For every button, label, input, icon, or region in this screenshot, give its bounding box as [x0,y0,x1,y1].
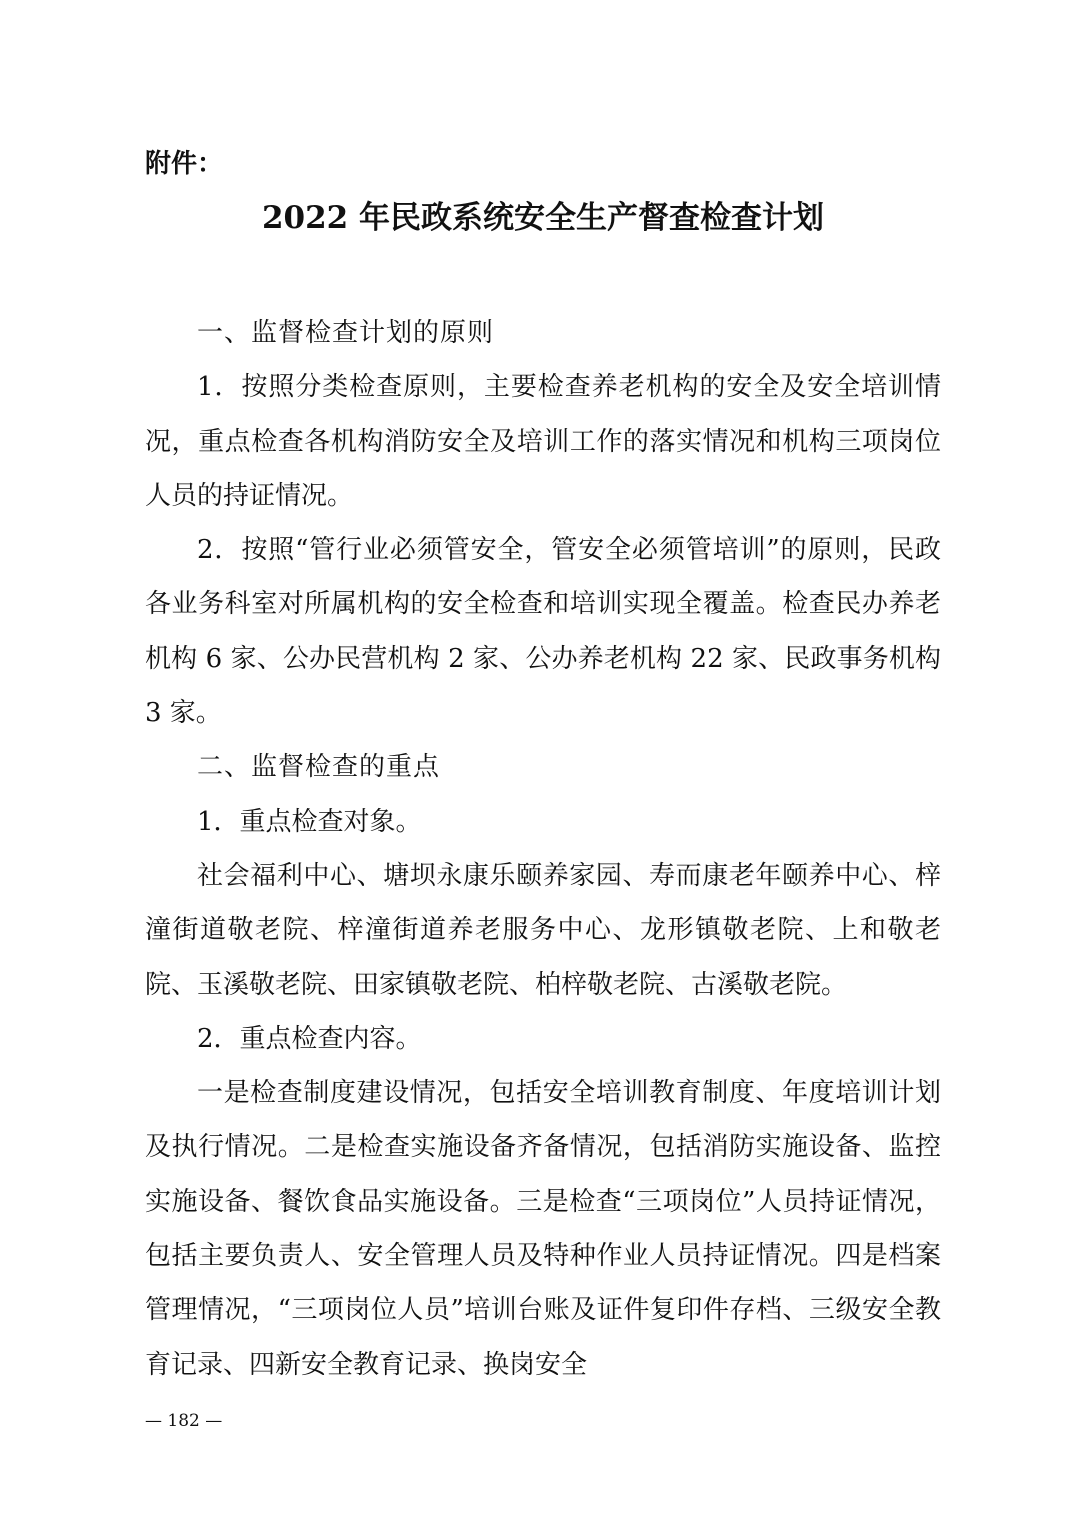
paragraph: 1．按照分类检查原则，主要检查养老机构的安全及安全培训情况，重点检查各机构消防安全及培训工作的落实情况和机构三项岗位人员的持证情况。 [145,372,941,511]
attachment-label: 附件： [145,149,224,179]
document-title: 2022 年民政系统安全生产督查检查计划 [261,200,825,236]
paragraph: 2．重点检查内容。 [197,1023,422,1054]
document-body [145,306,941,1392]
section-heading-focus: 二、监督检查的重点 [197,752,441,783]
paragraph: 2．按照“管行业必须管安全，管安全必须管培训”的原则，民政各业务科室对所属机构的安全检查和培训实现全覆盖。检查民办养老机构 6 家、公办民营机构 2 家、公办养老机构 22 家、民政事务机构 3 家。 [145,535,941,729]
section-heading-principles: 一、监督检查计划的原则 [197,318,495,348]
paragraph: 一是检查制度建设情况，包括安全培训教育制度、年度培训计划及执行情况。二是检查实施设备齐备情况，包括消防实施设备、监控实施设备、餐饮食品实施设备。三是检查“三项岗位”人员持证情况，包括主要负责人、安全管理人员及特种作业人员持证情况。四是档案管理情况，“三项岗位人员”培训台账及证件复印件存档、三级安全教育记录、四新安全教育记录、换岗安全 [145,1078,941,1380]
paragraph: 1．重点检查对象。 [197,806,422,837]
page-number: — 182 — [145,1411,223,1431]
paragraph: 社会福利中心、塘坝永康乐颐养家园、寿而康老年颐养中心、梓潼街道敬老院、梓潼街道养老服务中心、龙形镇敬老院、上和敬老院、玉溪敬老院、田家镇敬老院、柏梓敬老院、古溪敬老院。 [145,860,941,1000]
